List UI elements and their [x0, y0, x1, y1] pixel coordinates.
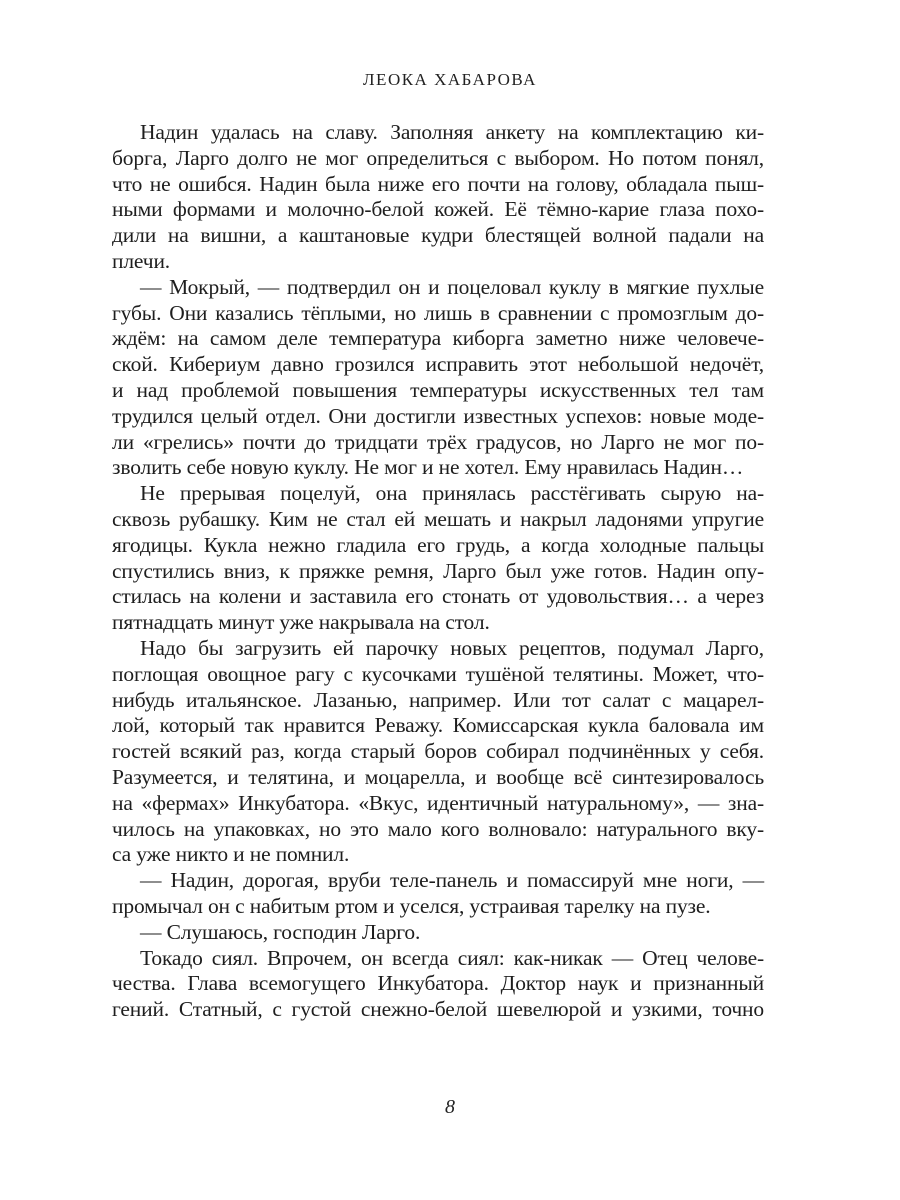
text-line: — Надин, дорогая, вруби теле-панель и помассируй мне ноги, — [140, 868, 764, 893]
text-line: что не ошибся. Надин была ниже его почти на голову, обладала пыш- [112, 171, 764, 196]
text-line: Надо бы загрузить ей парочку новых рецептов, подумал Ларго, [140, 635, 764, 660]
text-line: на «фермах» Инкубатора. «Вкус, идентичный натуральному», — зна- [112, 790, 764, 815]
text-line: ными формами и молочно-белой кожей. Её тёмно-карие глаза похо- [112, 197, 764, 222]
text-line: ли «грелись» почти до тридцати трёх градусов, но Ларго не мог по- [112, 429, 764, 454]
text-line: спустились вниз, к пряжке ремня, Ларго был уже готов. Надин опу- [112, 558, 764, 583]
text-line: трудился целый отдел. Они достигли известных успехов: новые моде- [112, 403, 764, 428]
text-line: чества. Глава всемогущего Инкубатора. Доктор наук и признанный [112, 971, 764, 996]
text-line: поглощая овощное рагу с кусочками тушёной телятины. Может, что- [112, 661, 764, 686]
text-line: ждём: на самом деле температура киборга заметно ниже человече- [112, 326, 764, 351]
text-line: Токадо сиял. Впрочем, он всегда сиял: как-никак — Отец челове- [140, 945, 764, 970]
text-line: дили на вишни, а каштановые кудри блестящей волной падали на [112, 223, 764, 248]
text-line: зволить себе новую куклу. Не мог и не хотел. Ему нравилась Надин… [112, 455, 744, 480]
text-line: Не прерывая поцелуй, она принялась расстёгивать сырую на- [140, 481, 764, 506]
text-line: сквозь рубашку. Ким не стал ей мешать и накрыл ладонями упругие [112, 506, 764, 531]
text-line: чилось на упаковках, но это мало кого волновало: натурального вку- [112, 816, 764, 841]
text-line: борга, Ларго долго не мог определиться с выбором. Но потом понял, [112, 145, 764, 170]
text-line: ской. Кибериум давно грозился исправить этот небольшой недочёт, [112, 352, 764, 377]
text-line: нибудь итальянское. Лазанью, например. Или тот салат с мацарел- [112, 687, 764, 712]
text-line: Надин удалась на славу. Заполняя анкету на комплектацию ки- [140, 120, 764, 144]
text-line: гостей всякий раз, когда старый боров собирал подчинённых у себя. [112, 739, 764, 764]
text-line: губы. Они казались тёплыми, но лишь в сравнении с промозглым до- [112, 300, 764, 325]
text-line: стилась на колени и заставила его стонать от удовольствия… а через [112, 584, 764, 609]
text-line: пятнадцать минут уже накрывала на стол. [112, 610, 490, 635]
text-line: плечи. [112, 248, 171, 273]
text-line: са уже никто и не помнил. [112, 842, 350, 867]
text-line: — Слушаюсь, господин Ларго. [140, 919, 421, 944]
text-line: — Мокрый, — подтвердил он и поцеловал куклу в мягкие пухлые [140, 274, 764, 299]
text-line: Разумеется, и телятина, и моцарелла, и вообще всё синтезировалось [112, 764, 764, 789]
text-line: и над проблемой повышения температуры искусственных тел там [112, 377, 764, 402]
page-body-text [112, 120, 764, 1023]
page-number: 8 [445, 1096, 455, 1118]
running-header-author: ЛЕОКА ХАБАРОВА [363, 70, 537, 89]
text-line: гений. Статный, с густой снежно-белой шевелюрой и узкими, точно [112, 997, 764, 1022]
text-line: ягодицы. Кукла нежно гладила его грудь, а когда холодные пальцы [112, 532, 764, 557]
text-line: промычал он с набитым ртом и уселся, устраивая тарелку на пузе. [112, 893, 711, 918]
text-line: лой, который так нравится Реважу. Комиссарская кукла баловала им [112, 713, 764, 738]
